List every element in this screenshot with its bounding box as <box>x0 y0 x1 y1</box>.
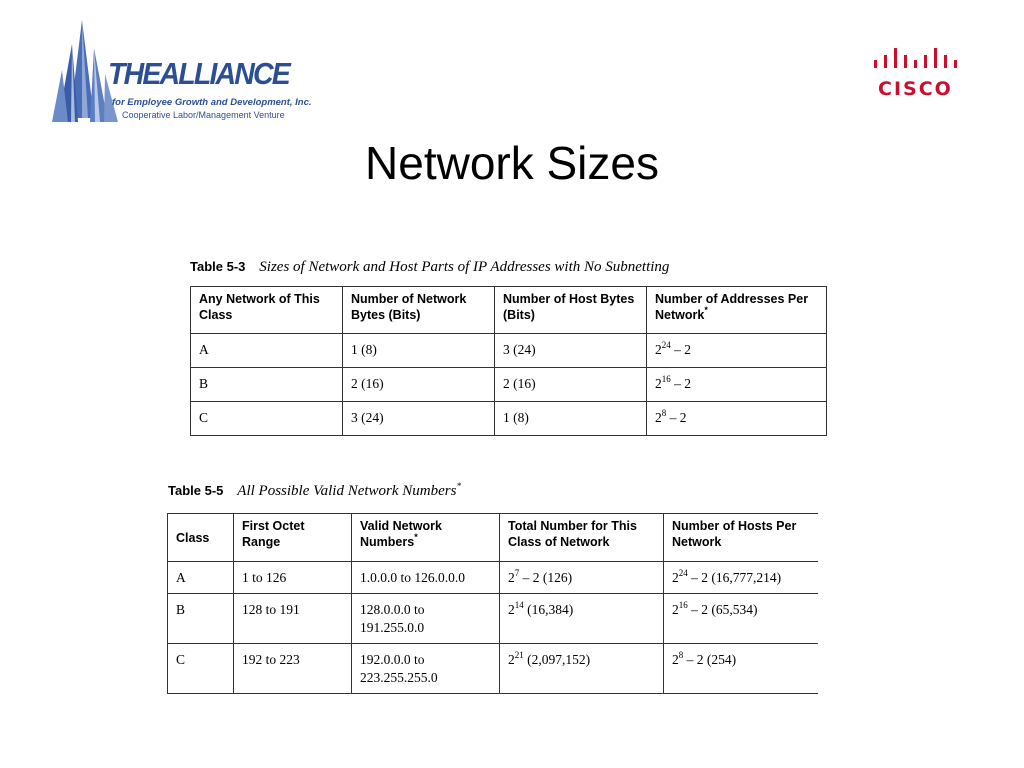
cell-base: 2 <box>508 602 515 617</box>
cell-sup: 8 <box>661 408 667 418</box>
cell-base: 192 to 223 <box>242 652 300 667</box>
table-row <box>168 644 818 694</box>
cell-sup: 21 <box>514 650 524 660</box>
cell-base: C <box>199 410 209 425</box>
table2-caption <box>168 482 461 500</box>
table-row <box>168 594 818 644</box>
table1-number: Table 5-3 <box>190 259 246 274</box>
cell-base: 1 to 126 <box>242 570 287 585</box>
table-cell <box>664 644 818 694</box>
cell-base: 2 <box>655 410 662 425</box>
table2-header-row <box>168 514 818 562</box>
cell-base: 2 (16) <box>503 376 536 391</box>
header-text: Any Network of This Class <box>199 292 320 322</box>
table2-title <box>237 483 461 499</box>
table-cell <box>352 562 500 594</box>
table-cell <box>191 334 343 368</box>
cell-sup: 24 <box>661 340 671 350</box>
table-row <box>191 402 827 436</box>
table2-title-text: All Possible Valid Network Numbers <box>237 483 457 499</box>
table1-header-cell <box>495 287 647 334</box>
cell-rest: – 2 (126) <box>519 570 573 585</box>
table-cell <box>495 402 647 436</box>
cisco-bars-icon <box>868 46 960 76</box>
table-cell <box>647 334 827 368</box>
cell-rest: – 2 <box>670 342 691 357</box>
table2-header-cell <box>168 514 234 562</box>
cisco-logo <box>868 46 960 102</box>
table-cell <box>234 644 352 694</box>
cell-base: 2 <box>672 570 679 585</box>
cell-sup: 8 <box>678 650 684 660</box>
cell-base: 2 <box>655 376 662 391</box>
cell-rest: – 2 <box>666 410 687 425</box>
table2-number: Table 5-5 <box>168 483 224 498</box>
cell-base: A <box>176 570 186 585</box>
table2-body <box>168 562 818 694</box>
table1-body <box>191 334 827 436</box>
cell-base: C <box>176 652 186 667</box>
page-title: Network Sizes <box>365 137 659 189</box>
table-cell <box>343 402 495 436</box>
table2-header-cell <box>500 514 664 562</box>
table1-header-row <box>191 287 827 334</box>
table-cell <box>343 334 495 368</box>
table-cell <box>664 594 818 644</box>
cell-base: 128.0.0.0 to 191.255.0.0 <box>360 602 425 635</box>
cell-base: 2 (16) <box>351 376 384 391</box>
header-text: Valid Network Numbers <box>360 519 442 549</box>
cisco-wordmark: CISCO <box>878 78 953 100</box>
table-cell <box>500 562 664 594</box>
header-text: Total Number for This Class of Network <box>508 519 637 549</box>
cell-sup: 16 <box>661 374 671 384</box>
table2-header-cell <box>352 514 500 562</box>
cell-sup: 24 <box>678 568 688 578</box>
table1-title: Sizes of Network and Host Parts of IP Addresses with No Subnetting <box>259 259 670 275</box>
cell-rest: – 2 (16,777,214) <box>687 570 782 585</box>
table-cell <box>234 594 352 644</box>
table-row <box>191 334 827 368</box>
cell-rest: – 2 (65,534) <box>687 602 758 617</box>
cell-rest: – 2 <box>670 376 691 391</box>
table-cell <box>495 368 647 402</box>
table-cell <box>647 368 827 402</box>
table-row <box>191 368 827 402</box>
cell-base: 192.0.0.0 to 223.255.255.0 <box>360 652 438 685</box>
alliance-subtagline: Cooperative Labor/Management Venture <box>122 110 285 120</box>
table-cell <box>191 402 343 436</box>
cell-base: 2 <box>508 570 515 585</box>
table1-header-cell <box>191 287 343 334</box>
alliance-logo <box>50 18 310 124</box>
table-cell <box>500 644 664 694</box>
header-text: Number of Hosts Per Network <box>672 519 797 549</box>
cell-rest: (2,097,152) <box>523 652 591 667</box>
header-footnote-mark: * <box>414 532 418 542</box>
cell-base: 1 (8) <box>351 342 377 357</box>
table-cell <box>191 368 343 402</box>
table-cell <box>343 368 495 402</box>
table2-header-cell <box>234 514 352 562</box>
table1-header-cell <box>647 287 827 334</box>
table1 <box>190 286 827 436</box>
cell-base: 2 <box>508 652 515 667</box>
cell-rest: (16,384) <box>523 602 574 617</box>
table-cell <box>234 562 352 594</box>
table2-title-sup: * <box>456 481 461 491</box>
table-cell <box>168 562 234 594</box>
cell-base: B <box>199 376 209 391</box>
cell-base: 3 (24) <box>351 410 384 425</box>
cell-base: 1 (8) <box>503 410 529 425</box>
cell-sup: 7 <box>514 568 520 578</box>
header-text: Number of Host Bytes (Bits) <box>503 292 635 322</box>
header-text: Class <box>176 530 210 545</box>
alliance-name: THEALLIANCE <box>108 56 289 91</box>
table-cell <box>352 644 500 694</box>
table2-header-cell <box>664 514 818 562</box>
table-cell <box>664 562 818 594</box>
cell-base: 2 <box>672 602 679 617</box>
table-cell <box>500 594 664 644</box>
alliance-tagline: for Employee Growth and Development, Inc. <box>112 97 312 108</box>
cell-base: 3 (24) <box>503 342 536 357</box>
cell-sup: 14 <box>514 600 524 610</box>
table1-header-cell <box>343 287 495 334</box>
cell-sup: 16 <box>678 600 688 610</box>
header-text: First Octet Range <box>242 519 305 549</box>
cell-base: 1.0.0.0 to 126.0.0.0 <box>360 570 466 585</box>
cell-base: 2 <box>655 342 662 357</box>
table-row <box>168 562 818 594</box>
table-cell <box>647 402 827 436</box>
table-cell <box>168 644 234 694</box>
header-text: Number of Network Bytes (Bits) <box>351 292 467 322</box>
table-cell <box>495 334 647 368</box>
header-footnote-mark: * <box>704 305 708 315</box>
table-cell <box>352 594 500 644</box>
table1-caption <box>190 258 669 276</box>
table-cell <box>168 594 234 644</box>
cell-base: 128 to 191 <box>242 602 300 617</box>
header-text: Number of Addresses Per Network <box>655 292 809 322</box>
cell-base: B <box>176 602 186 617</box>
cell-base: 2 <box>672 652 679 667</box>
cell-base: A <box>199 342 209 357</box>
cell-rest: – 2 (254) <box>683 652 737 667</box>
table2 <box>167 513 818 694</box>
